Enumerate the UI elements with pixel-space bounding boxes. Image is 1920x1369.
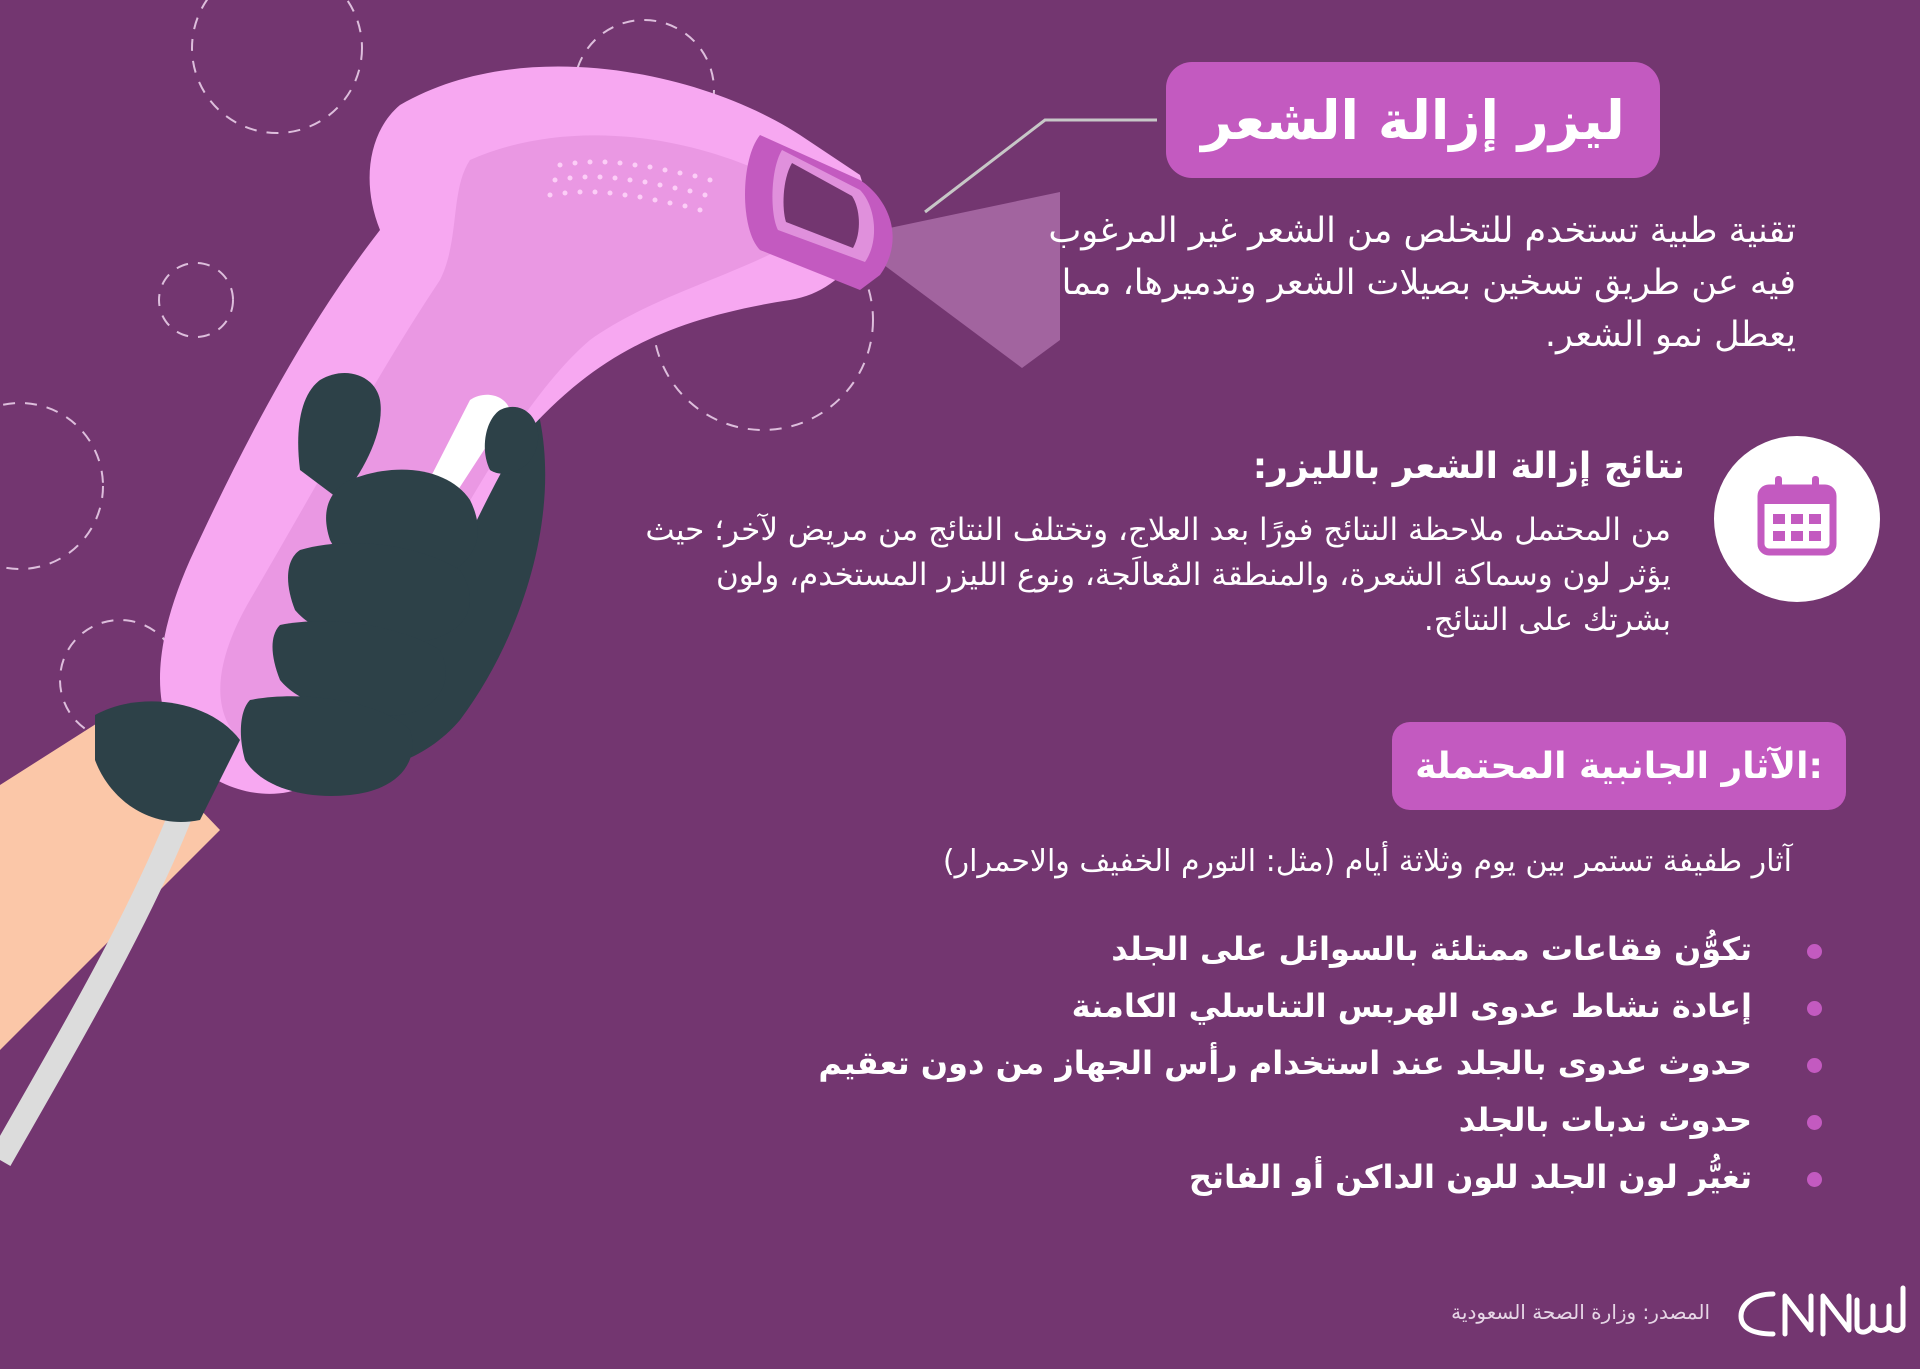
source-credit: المصدر: وزارة الصحة السعودية: [1451, 1300, 1710, 1324]
calendar-icon: [1714, 436, 1880, 602]
list-item: [652, 1044, 1752, 1101]
list-item: [652, 1101, 1752, 1158]
bullet-dot-icon: [1807, 1115, 1822, 1130]
list-item-text: تغيُّر لون الجلد للون الداكن أو الفاتح: [1188, 1158, 1752, 1196]
list-item-text: حدوث عدوى بالجلد عند استخدام رأس الجهاز من دون تعقيم: [818, 1044, 1752, 1082]
bullet-dot-icon: [1807, 1001, 1822, 1016]
results-heading: نتائج إزالة الشعر بالليزر:: [1252, 446, 1685, 487]
title-banner: [1166, 62, 1660, 178]
bullet-dot-icon: [1807, 1172, 1822, 1187]
bullet-dot-icon: [1807, 944, 1822, 959]
list-item-text: إعادة نشاط عدوى الهربس التناسلي الكامنة: [1071, 987, 1752, 1025]
cnn-arabic-logo: [1733, 1280, 1909, 1340]
results-paragraph: من المحتمل ملاحظة النتائج فورًا بعد العلاج، وتختلف النتائج من مريض لآخر؛ حيث يؤثر لون وسماكة الشعرة، والمنطقة المُعالَجة، ونوع الليزر المستخدم، ولون بشرتك على النتائج.: [645, 512, 1671, 638]
list-item-text: حدوث ندبات بالجلد: [1458, 1101, 1752, 1139]
side-effects-list: [652, 930, 1752, 1215]
list-item: [652, 987, 1752, 1044]
calendar-badge: [1714, 436, 1880, 602]
side-effects-intro: آثار طفيفة تستمر بين يوم وثلاثة أيام (مثل: التورم الخفيف والاحمرار): [942, 844, 1792, 879]
intro-paragraph: تقنية طبية تستخدم للتخلص من الشعر غير المرغوب فيه عن طريق تسخين بصيلات الشعر وتدميرها، مما يعطل نمو الشعر.: [1048, 211, 1796, 355]
list-item-text: تكوُّن فقاعات ممتلئة بالسوائل على الجلد: [1111, 930, 1752, 968]
list-item: [652, 930, 1752, 987]
side-effects-banner: [1392, 722, 1846, 810]
list-item: [652, 1158, 1752, 1215]
page-title: ليزر إزالة الشعر: [1201, 88, 1625, 152]
side-effects-heading: الآثار الجانبية المحتملة:: [1415, 745, 1823, 787]
bullet-dot-icon: [1807, 1058, 1822, 1073]
